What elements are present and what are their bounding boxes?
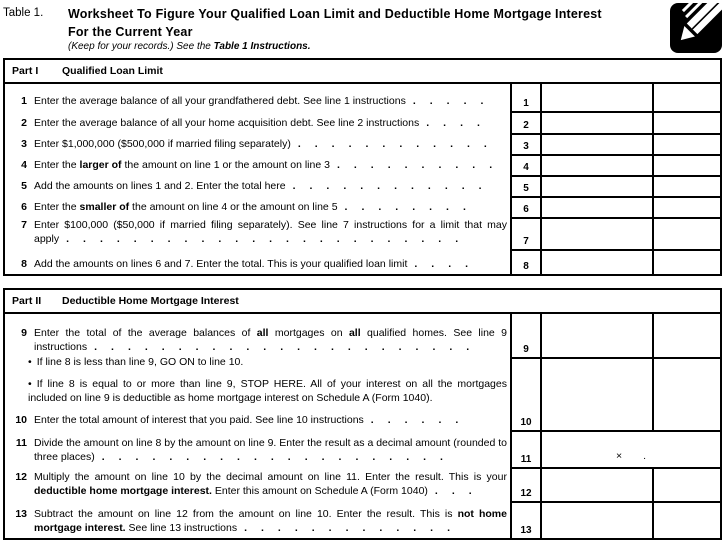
table-row <box>5 84 720 111</box>
table-row <box>5 175 720 196</box>
subtitle-see: See the <box>173 41 214 52</box>
line-number-cell: 8 <box>510 249 540 274</box>
line-number: 5 <box>21 180 27 192</box>
text-segment: Subtract the amount on line 12 from the amount on line 10. Enter the result. This is <box>34 508 458 520</box>
subtitle-keep: (Keep for your records.) <box>68 41 174 52</box>
line-text <box>34 179 510 193</box>
text-segment-bold: all <box>256 327 269 339</box>
text-segment: mortgages on <box>268 327 349 339</box>
text-segment: Enter $1,000,000 ($500,000 if married filing separately) <box>34 138 291 150</box>
dot-leader: ..... <box>412 95 498 107</box>
line-number: 7 <box>21 219 27 231</box>
line-number: 6 <box>21 201 27 213</box>
text-segment-bold: smaller of <box>79 201 130 213</box>
line-number-cell: 12 <box>510 467 540 501</box>
text-segment: Add the amounts on lines 6 and 7. Enter the total. This is your qualified loan limit <box>34 258 408 270</box>
line-number-cell: 1 <box>510 84 540 111</box>
line-text <box>34 470 510 498</box>
text-segment-bold: not home mortgage interest. <box>34 508 507 534</box>
amount-entry-cell[interactable] <box>540 501 652 538</box>
line-text <box>34 507 510 535</box>
part2-title: Deductible Home Mortgage Interest <box>62 295 239 307</box>
amount-entry-cell[interactable] <box>540 314 652 357</box>
line-text <box>34 116 510 130</box>
dot-leader: ............ <box>292 180 496 192</box>
text-segment: Enter this amount on Schedule A (Form 1040) <box>211 485 428 497</box>
amount-entry-cell-2[interactable] <box>652 314 720 357</box>
bullet-icon: • <box>28 356 32 368</box>
amount-entry-cell[interactable] <box>540 357 652 430</box>
amount-entry-cell-2[interactable] <box>652 133 720 154</box>
line-text <box>34 137 510 151</box>
table-row <box>5 249 720 274</box>
dot-leader: ............ <box>297 138 501 150</box>
part2-label: Part II <box>12 295 42 307</box>
bullet-icon: • <box>28 378 32 390</box>
subtitle-instructions-ref: Table 1 Instructions. <box>213 41 311 52</box>
table-row <box>5 357 720 430</box>
line-number: 12 <box>15 471 27 483</box>
text-segment: Enter the average balance of all your home acquisition debt. See line 2 instructions <box>34 117 420 129</box>
amount-entry-cell[interactable] <box>540 154 652 175</box>
dot-leader: .... <box>426 117 494 129</box>
line-number: 8 <box>21 258 27 270</box>
amount-entry-cell[interactable] <box>540 196 652 217</box>
amount-entry-cell-2[interactable] <box>652 84 720 111</box>
line-text <box>34 200 510 214</box>
dot-leader: ............. <box>244 522 465 534</box>
worksheet-subtitle <box>68 41 311 52</box>
line-number: 2 <box>21 117 27 129</box>
text-segment: See line 13 instructions <box>125 522 238 534</box>
line-text <box>34 257 510 271</box>
line-number-cell: 6 <box>510 196 540 217</box>
line-text <box>34 218 510 246</box>
dot-leader: ..................... <box>101 451 457 463</box>
amount-entry-cell-2[interactable] <box>652 217 720 249</box>
amount-entry-cell-2[interactable] <box>652 175 720 196</box>
line-text <box>34 94 510 108</box>
amount-entry-cell[interactable] <box>540 84 652 111</box>
text-segment: the amount on line 1 or the amount on line 3 <box>121 159 330 171</box>
part1-header <box>5 60 720 84</box>
instruction-bullets <box>5 348 510 413</box>
text-segment: Enter $100,000 ($50,000 if married filing separately). See line 7 instructions for a limit that may apply <box>34 219 507 245</box>
line-number: 1 <box>21 95 27 107</box>
amount-entry-cell-2[interactable] <box>652 154 720 175</box>
dot-leader: ....................... <box>94 341 484 353</box>
line-number-cell: 4 <box>510 154 540 175</box>
line-number-cell: 3 <box>510 133 540 154</box>
amount-entry-cell-2[interactable] <box>652 467 720 501</box>
line-number: 13 <box>15 508 27 520</box>
text-segment: the amount on line 4 or the amount on line 5 <box>129 201 338 213</box>
text-segment: Divide the amount on line 8 by the amount on line 9. Enter the result as a decimal amount (rounded to three places) <box>34 437 507 463</box>
text-segment: Enter the average balance of all your grandfathered debt. See line 1 instructions <box>34 95 406 107</box>
amount-entry-cell-2[interactable] <box>652 249 720 274</box>
amount-entry-cell[interactable] <box>540 467 652 501</box>
text-segment: Enter the total amount of interest that you paid. See line 10 instructions <box>34 414 364 426</box>
text-segment-bold: all <box>348 327 361 339</box>
amount-entry-cell-2[interactable] <box>652 196 720 217</box>
line-number: 10 <box>15 414 27 426</box>
line-number: 3 <box>21 138 27 150</box>
table-row <box>5 217 720 249</box>
amount-entry-cell[interactable] <box>540 133 652 154</box>
text-segment-bold: deductible home mortgage interest. <box>34 485 212 497</box>
table-row <box>5 196 720 217</box>
line-number-cell: 13 <box>510 501 540 538</box>
text-segment: Enter the <box>34 159 80 171</box>
text-segment: Add the amounts on lines 1 and 2. Enter the total here <box>34 180 286 192</box>
line-number-cell: 7 <box>510 217 540 249</box>
part1-table <box>3 58 722 276</box>
dot-leader: ... <box>434 485 486 497</box>
amount-entry-cell[interactable] <box>540 175 652 196</box>
amount-entry-cell-2[interactable] <box>652 357 720 430</box>
line-number-cell: 2 <box>510 111 540 133</box>
line-number: 11 <box>15 437 27 449</box>
dot-leader: ........................ <box>66 233 473 245</box>
text-segment: Enter the total of the average balances of <box>34 327 257 339</box>
line-number-cell: 5 <box>510 175 540 196</box>
table-row <box>5 154 720 175</box>
decimal-point: . <box>643 450 647 462</box>
line-number: 9 <box>21 327 27 339</box>
table-row <box>5 430 720 467</box>
table-row <box>5 467 720 501</box>
line-number-cell: 9 <box>510 314 540 357</box>
part2-table <box>3 288 722 540</box>
worksheet-title: Worksheet To Figure Your Qualified Loan Limit and Deductible Home Mortgage Interest For the Current Year <box>68 7 602 39</box>
line-number-cell: 11 <box>510 430 540 467</box>
line-text <box>34 436 510 464</box>
multiply-sign: × <box>615 450 623 462</box>
bullet-text: If line 8 is equal to or more than line 9, STOP HERE. All of your interest on all the mortgages included on line 9 is deductible as home mortgage interest on Schedule A (Form 1040). <box>28 378 507 404</box>
text-segment-bold: larger of <box>79 159 122 171</box>
part1-title: Qualified Loan Limit <box>62 65 163 77</box>
amount-entry-cell-2[interactable] <box>652 501 720 538</box>
amount-entry-cell[interactable] <box>540 217 652 249</box>
bullet-text: If line 8 is less than line 9, GO ON to line 10. <box>36 356 244 368</box>
line-text <box>34 413 510 427</box>
amount-entry-cell[interactable] <box>540 111 652 133</box>
dot-leader: ...... <box>370 414 473 426</box>
amount-entry-cell-2[interactable] <box>652 111 720 133</box>
line-number-cell: 10 <box>510 357 540 430</box>
text-segment: Enter the <box>34 201 80 213</box>
table-label: Table 1. <box>3 7 44 19</box>
line-number: 4 <box>21 159 27 171</box>
part2-header <box>5 290 720 314</box>
table-row <box>5 501 720 538</box>
dot-leader: .... <box>414 258 483 270</box>
pencil-icon <box>670 3 722 53</box>
bullet-note <box>28 355 507 369</box>
dot-leader: .......... <box>336 159 507 171</box>
table-row <box>5 133 720 154</box>
decimal-entry-cell[interactable] <box>540 430 720 467</box>
part1-label: Part I <box>12 65 39 77</box>
line-text <box>34 158 510 172</box>
text-segment: Multiply the amount on line 10 by the decimal amount on line 11. Enter the result. This is your <box>34 471 507 483</box>
bullet-note <box>28 377 507 405</box>
table-row <box>5 111 720 133</box>
dot-leader: ........ <box>344 201 480 213</box>
amount-entry-cell[interactable] <box>540 249 652 274</box>
text-segment: qualified homes. See line 9 instructions <box>34 327 508 353</box>
